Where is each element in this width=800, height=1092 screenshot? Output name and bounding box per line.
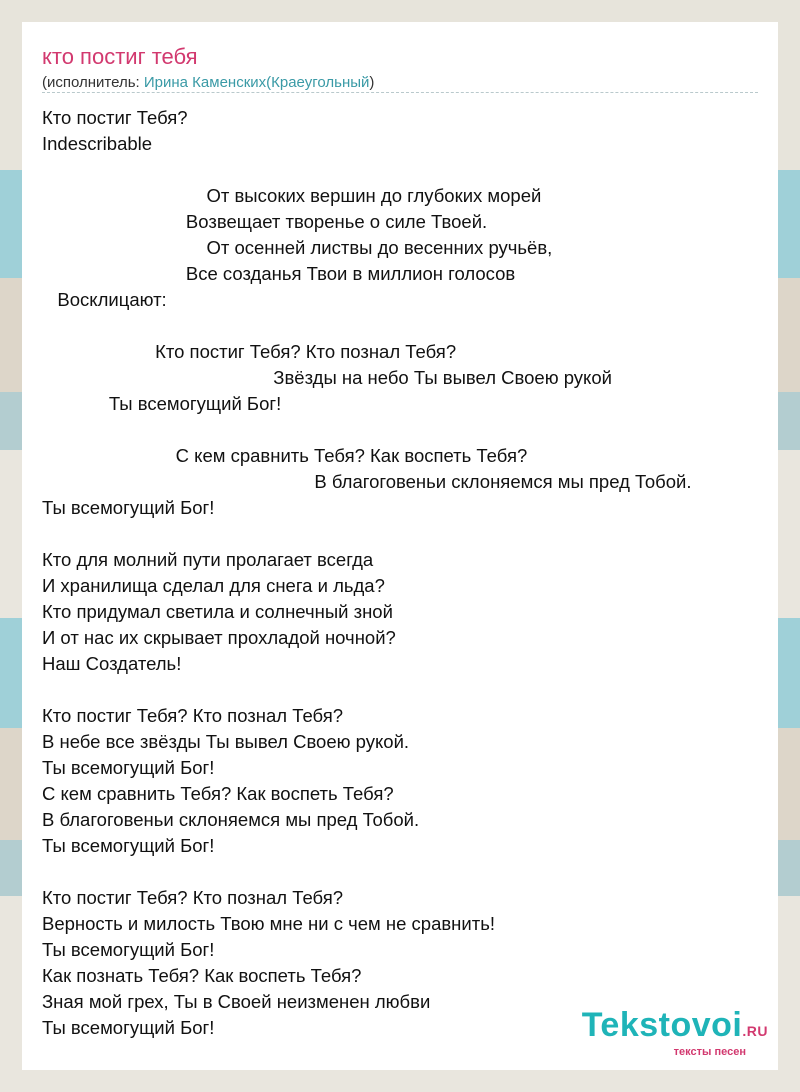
brand-tagline: тексты песен	[673, 1046, 746, 1058]
lyric-line: Кто придумал светила и солнечный зной	[42, 601, 393, 622]
lyric-line: Кто постиг Тебя? Кто познал Тебя?	[42, 887, 344, 908]
lyric-line: В небе все звёзды Ты вывел Своею рукой.	[42, 731, 410, 752]
lyric-line: С кем сравнить Тебя? Как воспеть Тебя?	[42, 445, 528, 466]
lyric-line: С кем сравнить Тебя? Как воспеть Тебя?	[42, 783, 394, 804]
lyric-line: Ты всемогущий Бог!	[42, 393, 282, 414]
lyric-line	[42, 417, 692, 443]
artist-link[interactable]: Ирина Каменских(Краеугольный	[143, 74, 370, 91]
lyric-line: Как познать Тебя? Как воспеть Тебя?	[42, 965, 362, 986]
lyric-line	[42, 859, 692, 885]
lyric-line: Наш Создатель!	[42, 653, 182, 674]
lyric-line	[42, 313, 692, 339]
lyric-line: Кто для молний пути пролагает всегда	[42, 549, 374, 570]
lyric-line: Верность и милость Твою мне ни с чем не сравнить!	[42, 913, 495, 934]
lyric-line	[42, 157, 692, 183]
lyric-line: Все созданья Твои в миллион голосов	[42, 263, 516, 284]
lyric-line: Зная мой грех, Ты в Своей неизменен любви	[42, 991, 431, 1012]
artist-prefix: (исполнитель:	[42, 74, 144, 91]
lyric-line: Ты всемогущий Бог!	[42, 835, 215, 856]
lyrics-card	[22, 22, 778, 1070]
lyric-line	[42, 677, 692, 703]
lyric-line: Возвещает творенье о силе Твоей.	[42, 211, 488, 232]
lyric-line: Ты всемогущий Бог!	[42, 939, 215, 960]
artist-suffix: )	[369, 74, 375, 91]
lyric-line: Звёзды на небо Ты вывел Своею рукой	[42, 367, 612, 388]
lyric-line: Кто постиг Тебя?	[42, 107, 188, 128]
lyric-line: И хранилища сделал для снега и льда?	[42, 575, 385, 596]
lyric-line	[42, 521, 692, 547]
lyric-line: Ты всемогущий Бог!	[42, 497, 215, 518]
lyric-line: И от нас их скрывает прохладой ночной?	[42, 627, 396, 648]
brand-tld: .RU	[742, 1023, 768, 1039]
lyric-line: Восклицают:	[42, 289, 167, 310]
lyric-line: От осенней листвы до весенних ручьёв,	[42, 237, 553, 258]
artist-line	[42, 74, 374, 91]
song-title: кто постиг тебя	[42, 44, 198, 69]
brand-name: Tekstovoi	[581, 1006, 743, 1044]
dashed-divider	[42, 92, 758, 93]
lyric-line: Ты всемогущий Бог!	[42, 757, 215, 778]
lyric-line: Кто постиг Тебя? Кто познал Тебя?	[42, 705, 344, 726]
lyric-line: Indescribable	[42, 133, 153, 154]
lyric-line: В благоговеньи склоняемся мы пред Тобой.	[42, 471, 692, 492]
lyric-line: В благоговеньи склоняемся мы пред Тобой.	[42, 809, 420, 830]
lyric-line: От высоких вершин до глубоких морей	[42, 185, 542, 206]
lyric-line: Ты всемогущий Бог!	[42, 1017, 215, 1038]
site-logo[interactable]	[582, 1008, 768, 1058]
lyrics-text	[42, 105, 692, 1041]
lyric-line: Кто постиг Тебя? Кто познал Тебя?	[42, 341, 457, 362]
